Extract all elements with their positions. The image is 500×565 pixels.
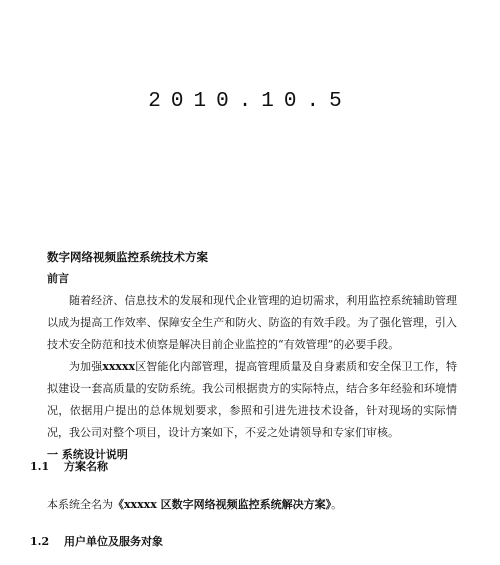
subsection-heading-1-1	[30, 458, 108, 474]
document-title: 数字网络视频监控系统技术方案	[47, 250, 208, 264]
system-name-prefix: 本系统全名为	[47, 498, 113, 511]
section-heading-1: 一 系统设计说明	[47, 448, 128, 461]
subsection-number: 1.2	[30, 535, 50, 548]
subsection-title: 方案名称	[64, 460, 108, 473]
document-date: 2010.10.5	[148, 90, 352, 113]
system-name-title: 《xxxxx 区数字网络视频监控系统解决方案》	[113, 498, 332, 511]
para2-prefix: 为加强	[69, 360, 103, 373]
subsection-heading-1-2	[30, 533, 163, 549]
system-name-suffix: 。	[331, 498, 343, 511]
para2-district-name: xxxxx	[102, 360, 136, 373]
para2-body: 区智能化内部管理，提高管理质量及自身素质和安全保卫工作，特拟建设一套高质量的安防系统。我公司根据贵方的实际特点，结合多年经验和环境情况，依据用户提出的总体规划要求，参照和引进先进技术设备，针对现场的实际情况，我公司对整个项目，设计方案如下，不妥之处请领导和专家们审核。	[47, 360, 458, 439]
document-body	[47, 246, 457, 466]
subsection-number: 1.1	[30, 460, 50, 473]
system-name-line	[47, 496, 342, 512]
preface-paragraph-1: 随着经济、信息技术的发展和现代企业管理的迫切需求，利用监控系统辅助管理以成为提高工作效率、保障安全生产和防火、防盗的有效手段。为了强化管理，引入技术安全防范和技术侦察是解决目前企业监控的“有效管理”的必要手段。	[47, 294, 457, 351]
preface-heading: 前言	[47, 272, 69, 285]
preface-paragraph-2	[47, 356, 457, 444]
subsection-title: 用户单位及服务对象	[64, 535, 163, 548]
